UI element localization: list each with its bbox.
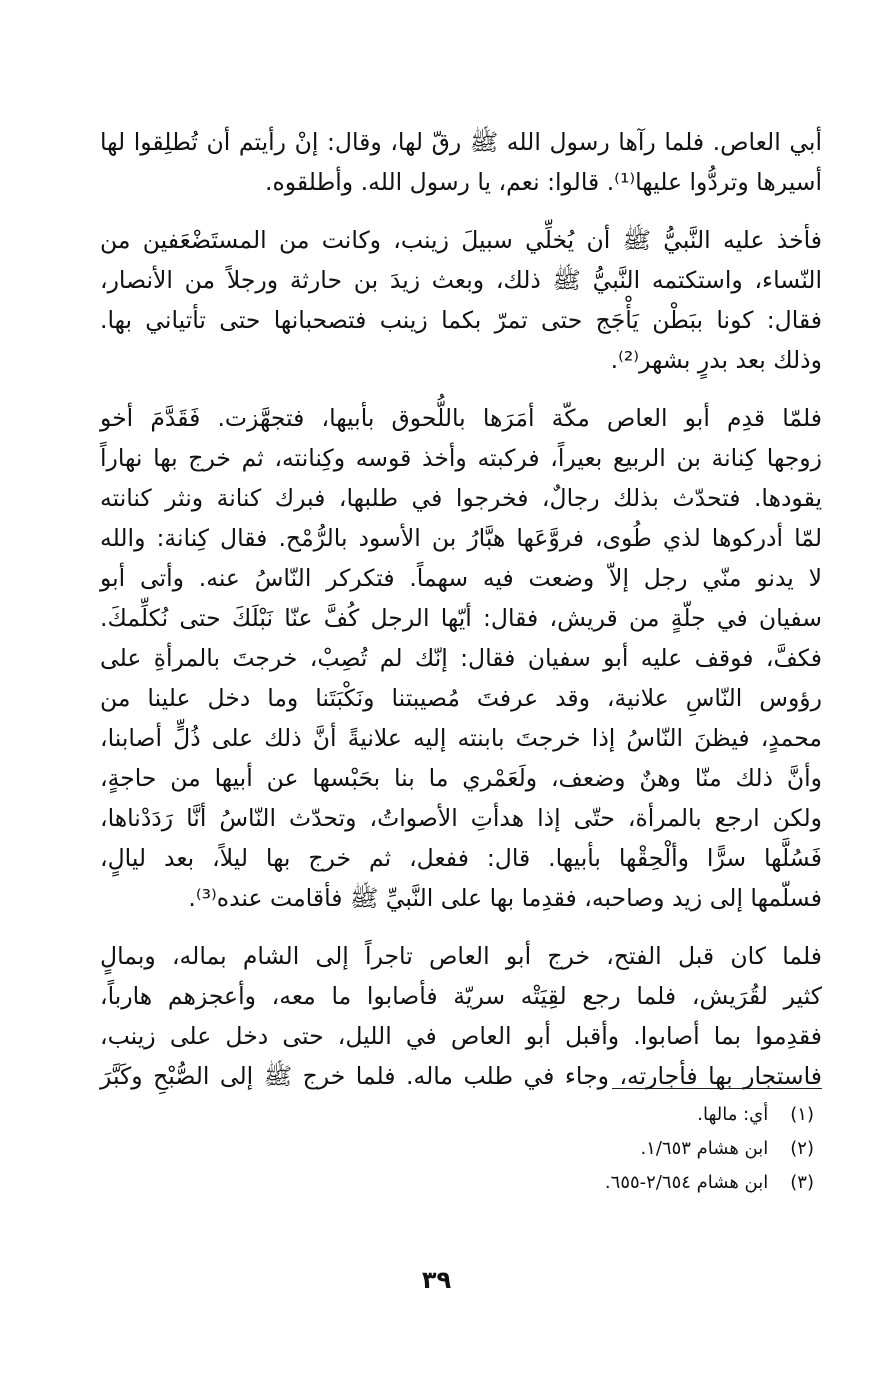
text-line: رؤوس النّاسِ علانية، وقد عرفتَ مُصيبتنا ونَكْبَتَنا وما دخل علينا من (100, 684, 822, 712)
text-line: أسيرها وتردُّوا عليها⁽¹⁾. قالوا: نعم، يا رسول الله. وأطلقوه. (264, 168, 822, 196)
text-line: فاستجار بها فأجارته، وجاء في طلب ماله. فلما خرج ﷺ إلى الصُّبْحِ وكَبَّرَ (100, 1062, 822, 1090)
main-text (100, 122, 822, 1096)
footnote-number: (٣) (790, 1172, 814, 1193)
text-line: سفيان في جلّةٍ من قريش، فقال: أيّها الرجل كُفَّ عنّا نَبْلَكَ حتى نُكلِّمكَ. (100, 604, 822, 632)
footnote-2 (100, 1132, 822, 1166)
text-line: فكفَّ، فوقف عليه أبو سفيان فقال: إنّك لم تُصِبْ، خرجتَ بالمرأةِ على (100, 644, 822, 672)
footnote-number: (٢) (790, 1138, 814, 1159)
paragraph-4 (100, 936, 822, 1096)
footnotes (100, 1098, 822, 1200)
text-line: كثير لقُرَيش، فلما رجع لقِيَتْه سريّة فأصابوا ما معه، وأعجزهم هارباً، (100, 982, 822, 1010)
text-line: يقودها. فتحدّث بذلك رجالٌ، فخرجوا في طلبها، فبرك كنانة ونثر كنانته (100, 484, 822, 512)
footnote-text: أي: مالها. (697, 1104, 769, 1125)
text-line: زوجها كِنانة بن الربيع بعيراً، فركبته وأخذ قوسه وكِنانته، ثم خرج بها نهاراً (100, 444, 822, 472)
footnote-divider (612, 1088, 822, 1089)
text-line: فَسُلَّها سرًّا وألْحِقْها بأبيها. قال: ففعل، ثم خرج بها ليلاً، بعد ليالٍ، (100, 844, 822, 872)
text-line: فلمّا قدِم أبو العاص مكّة أمَرَها باللُّحوق بأبيها، فتجهَّزت. فَقَدَّمَ أخو (100, 404, 822, 432)
page-number: ٣٩ (421, 1266, 452, 1294)
text-line: النّساء، واستكتمه النَّبيُّ ﷺ ذلك، وبعث زيدَ بن حارثة ورجلاً من الأنصار، (100, 266, 822, 294)
footnote-number: (١) (790, 1104, 814, 1125)
text-line: لا يدنو منّي رجل إلاّ وضعت فيه سهماً. فتكركر النّاسُ عنه. وأتى أبو (100, 564, 822, 592)
text-line: فسلّمها إلى زيد وصاحبه، فقدِما بها على النَّبيِّ ﷺ فأقامت عنده⁽³⁾. (188, 884, 822, 912)
text-line: فقال: كونا ببَطْن يَأْجَج حتى تمرّ بكما زينب فتصحبانها حتى تأتياني بها. (100, 306, 822, 334)
text-line: فقدِموا بما أصابوا. وأقبل أبو العاص في الليل، حتى دخل على زينب، (100, 1022, 822, 1050)
footnote-text: ابن هشام ٢/٦٥٤-٦٥٥. (604, 1172, 769, 1193)
text-line: وذلك بعد بدرٍ بشهر⁽²⁾. (610, 346, 822, 374)
text-line: ولكن ارجع بالمرأة، حتّى إذا هدأتِ الأصواتُ، وتحدّث النّاسُ أنَّا رَدَدْناها، (100, 804, 822, 832)
text-line: لمّا أدركوها لذي طُوى، فروَّعَها هبَّارُ بن الأسود بالرُّمْح. فقال كِنانة: والله (100, 524, 822, 552)
paragraph-1 (100, 122, 822, 202)
footnote-1 (100, 1098, 822, 1132)
footnote-3 (100, 1166, 822, 1200)
text-line: فلما كان قبل الفتح، خرج أبو العاص تاجراً إلى الشام بماله، وبمالٍ (100, 942, 822, 970)
text-line: محمدٍ، فيظنَ النّاسُ إذا خرجتَ بابنته إليه علانيةً أنَّ ذلك على ذُلٍّ أصابنا، (100, 724, 822, 752)
paragraph-2 (100, 220, 822, 380)
text-line: أبي العاص. فلما رآها رسول الله ﷺ رقّ لها، وقال: إنْ رأيتم أن تُطلِقوا لها (100, 128, 822, 156)
text-line: فأخذ عليه النَّبيُّ ﷺ أن يُخلِّي سبيلَ زينب، وكانت من المستَضْعَفين من (100, 226, 822, 254)
text-line: وأنَّ ذلك منّا وهنٌ وضعف، ولَعَمْري ما بنا بحَبْسها عن أبيها من حاجةٍ، (100, 764, 822, 792)
footnote-text: ابن هشام ١/٦٥٣. (640, 1138, 769, 1159)
paragraph-3 (100, 398, 822, 918)
